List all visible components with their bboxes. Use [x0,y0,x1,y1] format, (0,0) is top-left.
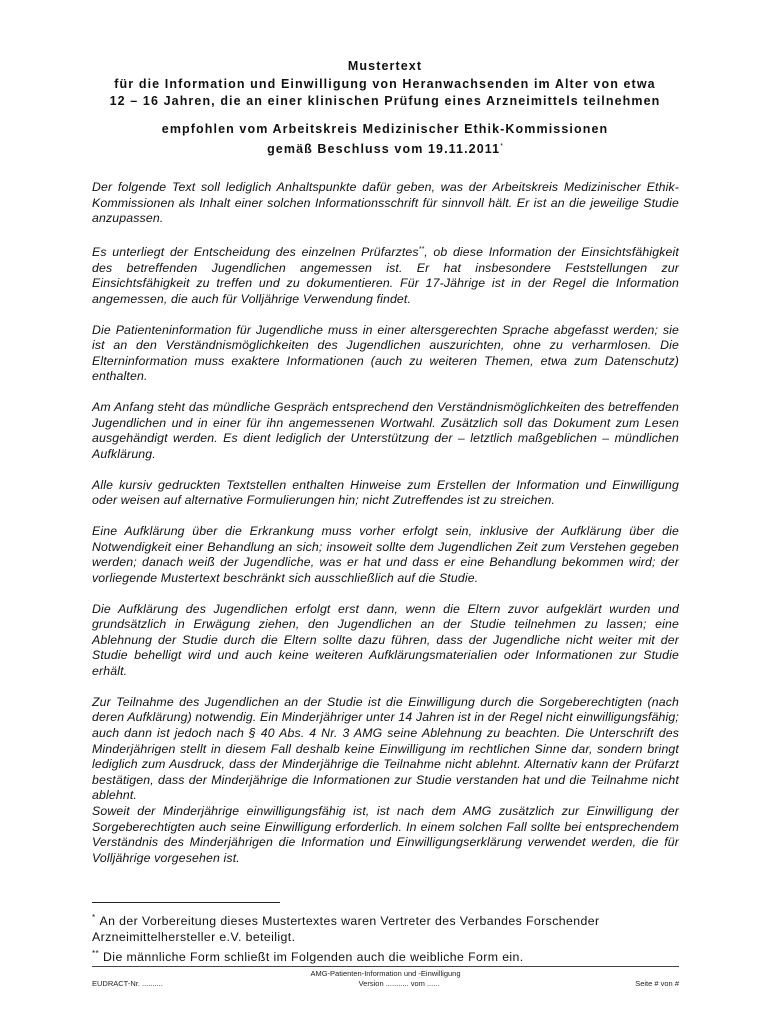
footnote-1-text: An der Vorbereitung dieses Mustertextes waren Vertreter des Verbandes Forschender Arzneimittelhersteller e.V. beteiligt. [92,914,600,944]
paragraph-6: Eine Aufklärung über die Erkrankung muss vorher erfolgt sein, inklusive der Aufklärung über die Notwendigkeit einer Behandlung an sich; insoweit sollte dem Jugendlichen Zeit zum Verstehen gegeben werden; danach weiß der Jugendliche, was er hat und dass er eine Behandlung bekommen wird; der vorliegende Mustertext beschränkt sich ausschließlich auf die Studie. [92,524,679,585]
footnote-ref-1: * [500,143,503,151]
footnotes [92,910,692,966]
document-header [60,58,710,159]
paragraph-1: Der folgende Text soll lediglich Anhaltspunkte dafür geben, was der Arbeitskreis Medizinischer Ethik-Kommissionen als Inhalt einer solchen Informationsschrift für sinnvoll hält. Er ist an die jeweilige Studie anzupassen. [92,180,679,226]
paragraph-9: Soweit der Minderjährige einwilligungsfähig ist, ist nach dem AMG zusätzlich zur Einwilligung der Sorgeberechtigten auch seine Einwilligung erforderlich. In einem solchen Fall sollte bei entsprechendem Verständnis des Minderjährigen die Information und Einwilligungserklärung verwendet werden, die für Volljährige vorgesehen ist. [92,804,679,865]
paragraph-7: Die Aufklärung des Jugendlichen erfolgt erst dann, wenn die Eltern zuvor aufgeklärt wurden und grundsätzlich in Erwägung ziehen, den Jugendlichen an der Studie teilnehmen zu lassen; eine Ablehnung der Studie durch die Eltern sollte dazu führen, dass der Jugendliche nicht weiter mit der Studie behelligt wird und auch keine weiteren Aufklärungsmaterialien oder Informationen zur Studie erhält. [92,601,679,679]
paragraph-5: Alle kursiv gedruckten Textstellen enthalten Hinweise zum Erstellen der Information und Einwilligung oder weisen auf alternative Formulierungen hin; nicht Zutreffendes ist zu streichen. [92,477,679,508]
footnote-1 [92,910,692,946]
resolution-line [60,138,710,159]
footnote-ref-2: ** [418,245,425,253]
footer-document-name: AMG-Patienten-Information und -Einwilligung [310,969,461,978]
footer-version: Version ........... vom ...... [358,979,440,988]
document-title: Mustertext [347,59,423,73]
resolution-date-text: gemäß Beschluss vom 19.11.2011 [267,142,501,157]
recommendation-line: empfohlen vom Arbeitskreis Medizinischer Ethik-Kommissionen [161,121,609,136]
paragraph-2 [92,242,679,307]
footer-page-number: Seite # von # [635,979,679,988]
title-line-3: 12 – 16 Jahren, die an einer klinischen Prüfung eines Arzneimittels teilnehmen [109,94,661,109]
paragraph-4: Am Anfang steht das mündliche Gespräch entsprechend den Verständnismöglichkeiten des betreffenden Jugendlichen und in einer für ihn angemessenen Wortwahl. Zusätzlich soll das Dokument zum Lesen ausgehändigt werden. Es dient lediglich der Unterstützung der – letztlich maßgeblichen – mündlichen Aufklärung. [92,400,679,461]
paragraph-2-part-1: Es unterliegt der Entscheidung des einzelnen Prüfarztes [92,245,419,260]
title-line-2: für die Information und Einwilligung von Heranwachsenden im Alter von etwa [114,76,656,91]
footnote-2-text: Die männliche Form schließt im Folgenden auch die weibliche Form ein. [103,949,524,964]
paragraph-8: Zur Teilnahme des Jugendlichen an der Studie ist die Einwilligung durch die Sorgeberechtigten (nach deren Aufklärung) notwendig. Ein Minderjähriger unter 14 Jahren ist in der Regel nicht einwilligungsfähig; auch dann ist jedoch nach § 40 Abs. 4 Nr. 3 AMG seine Ablehnung zu beachten. Die Unterschrift des Minderjährigen stellt in diesem Fall deshalb keine Einwilligung im rechtlichen Sinne dar, sondern bringt lediglich zum Ausdruck, dass der Minderjährige die Teilnahme nicht ablehnt. Alternativ kann der Prüfarzt bestätigen, dass der Minderjährige die Informationen zur Studie verstanden hat und die Teilnahme nicht ablehnt. [92,694,679,803]
footnote-separator [92,902,280,903]
footer-eudract-number: EUDRACT-Nr. .......... [92,979,163,988]
footer-row [92,979,679,989]
footnote-2-mark: ** [92,948,100,958]
paragraph-2-part-2: , ob diese Information der Einsichtsfähigkeit des betreffenden Jugendlichen angemessen ist. Er hat insbesondere Feststellungen zur Einsichtsfähigkeit zu treffen und zu dokumentieren. Für 17-Jährige ist in der Regel die Information angemessen, die auch für Volljährige Verwendung findet. [92,245,679,306]
footnote-1-mark: * [92,913,96,922]
document-body [92,180,679,882]
footer-separator [92,966,679,967]
page-footer [92,969,679,989]
footnote-2 [92,946,692,966]
paragraph-3: Die Patienteninformation für Jugendliche muss in einer altersgerechten Sprache abgefasst werden; sie ist an den Verständnismöglichkeiten des Jugendlichen auszurichten, ohne zu verharmlosen. Die Elterninformation muss exaktere Informationen (auch zu weiteren Themen, etwa zum Datenschutz) enthalten. [92,322,679,384]
